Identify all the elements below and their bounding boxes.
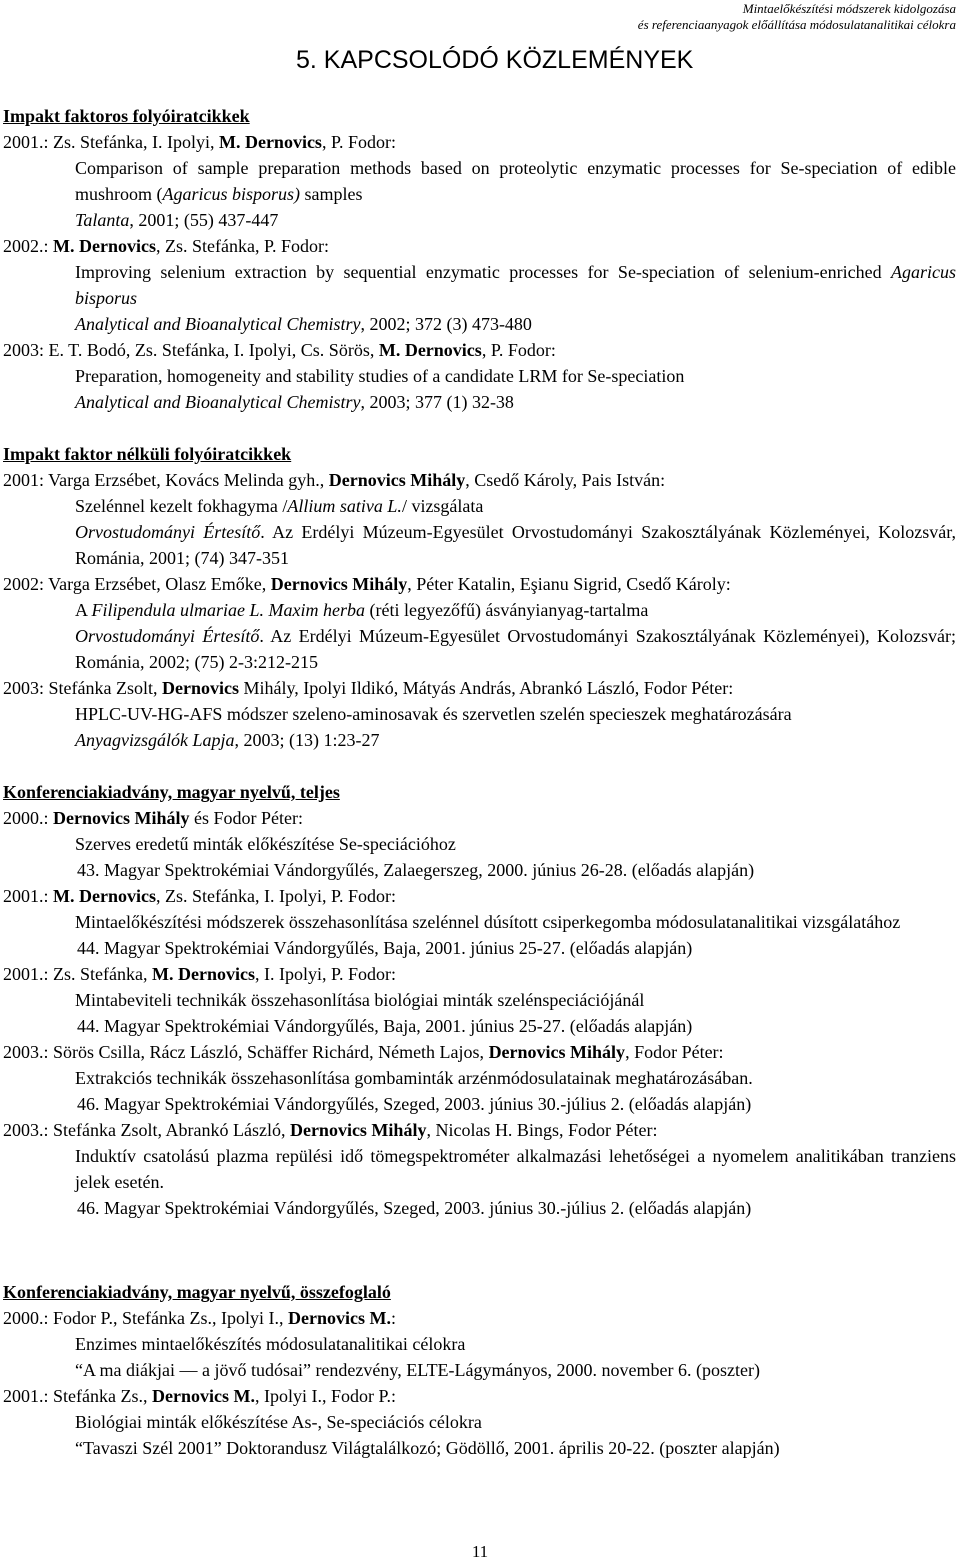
entry-source (0, 519, 960, 571)
text-run: Comparison of sample preparation methods based on proteolytic enzymatic processes for Se-speciation of edible mushroom ( (75, 158, 956, 204)
entry-title (0, 1065, 960, 1091)
text-run: és Fodor Péter: (189, 808, 303, 828)
text-run: 2003: Stefánka Zsolt, (3, 678, 162, 698)
entry-authors (0, 467, 960, 493)
text-run: 2002: Varga Erzsébet, Olasz Emőke, (3, 574, 271, 594)
entry-source (0, 935, 960, 961)
publication-entry (0, 337, 960, 415)
entry-authors (0, 883, 960, 909)
section-heading: Konferenciakiadvány, magyar nyelvű, összefoglaló (3, 1282, 391, 1302)
publication-entry (0, 1039, 960, 1117)
text-run: Enzimes mintaelőkészítés módosulatanalitikai célokra (75, 1334, 466, 1354)
text-run: / vizsgálata (401, 496, 484, 516)
text-run: Mintabeviteli technikák összehasonlítása biológiai minták szelénspeciációjánál (75, 990, 645, 1010)
text-run: Biológiai minták előkészítése As-, Se-speciációs célokra (75, 1412, 482, 1432)
running-header-line-1: Mintaelőkészítési módszerek kidolgozása (742, 1, 956, 16)
section-heading: Impakt faktor nélküli folyóiratcikkek (3, 444, 292, 464)
entry-title (0, 1331, 960, 1357)
publication-entry (0, 233, 960, 337)
section-spacer (0, 1221, 960, 1279)
author-highlight: Dernovics M. (151, 1386, 255, 1406)
entry-authors (0, 961, 960, 987)
entry-title (0, 909, 960, 935)
entry-authors (0, 675, 960, 701)
italic-text: Anyagvizsgálók Lapja (75, 730, 235, 750)
entry-source (0, 1195, 960, 1221)
author-highlight: Dernovics Mihály (289, 1120, 427, 1140)
text-run: , Zs. Stefánka, P. Fodor: (156, 236, 329, 256)
text-run: , P. Fodor: (481, 340, 556, 360)
text-run: , Péter Katalin, Eşianu Sigrid, Csedő Károly: (407, 574, 731, 594)
text-run: , Nicolas H. Bings, Fodor Péter: (426, 1120, 658, 1140)
entry-title (0, 363, 960, 389)
text-run: 46. Magyar Spektrokémiai Vándorgyűlés, Szeged, 2003. június 30.-július 2. (előadás alapján) (77, 1094, 752, 1114)
entry-title (0, 1409, 960, 1435)
author-highlight: M. Dernovics (53, 236, 156, 256)
italic-text: Orvostudományi Értesítő (75, 626, 260, 646)
text-run: : (390, 1308, 396, 1328)
italic-text: Filipendula ulmariae L. Maxim herba (91, 600, 365, 620)
text-run: Mintaelőkészítési módszerek összehasonlítása szelénnel dúsított csiperkegomba módosulatanalitikai vizsgálatához (75, 912, 901, 932)
text-run: “A ma diákjai — a jövő tudósai” rendezvény, ELTE-Lágymányos, 2000. november 6. (poszter) (75, 1360, 760, 1380)
entry-source (0, 1013, 960, 1039)
text-run: 2001.: (3, 886, 54, 906)
entry-authors (0, 805, 960, 831)
author-highlight: Dernovics (161, 678, 239, 698)
entry-title (0, 259, 960, 311)
entry-authors (0, 233, 960, 259)
text-run: Szerves eredetű minták előkészítése Se-speciációhoz (75, 834, 456, 854)
entry-authors (0, 571, 960, 597)
text-run: HPLC-UV-HG-AFS módszer szeleno-aminosavak és szervetlen szelén specieszek meghatározására (75, 704, 792, 724)
author-highlight: M. Dernovics (151, 964, 255, 984)
text-run: , Csedő Károly, Pais István: (465, 470, 666, 490)
section-heading: Konferenciakiadvány, magyar nyelvű, teljes (3, 782, 340, 802)
text-run: 2001.: Zs. Stefánka, (3, 964, 152, 984)
entry-authors (0, 1117, 960, 1143)
publication-entry (0, 675, 960, 753)
entry-authors (0, 1305, 960, 1331)
author-highlight: Dernovics M. (288, 1308, 391, 1328)
text-run: . Az Erdélyi Múzeum-Egyesület Orvostudományi Szakosztályának Közleményei), Kolozsvár; Románia, 2002; (75) 2-3:212-215 (75, 626, 956, 672)
text-run: , P. Fodor: (321, 132, 396, 152)
publication-entry (0, 883, 960, 961)
entry-authors (0, 1383, 960, 1409)
entry-title (0, 597, 960, 623)
section-spacer (0, 415, 960, 441)
text-run: “Tavaszi Szél 2001” Doktorandusz Világtalálkozó; Gödöllő, 2001. április 20-22. (poszter alapján) (75, 1438, 780, 1458)
italic-text: Agaricus bisporus) (162, 184, 301, 204)
entry-source (0, 1435, 960, 1461)
running-header-line-2: és referenciaanyagok előállítása módosulatanalitikai célokra (637, 17, 956, 32)
text-run: , 2003; 377 (1) 32-38 (360, 392, 514, 412)
text-run: Induktív csatolású plazma repülési idő tömegspektrométer alkalmazási lehetőségei a nyomelem analitikában tranziens jelek esetén. (75, 1146, 956, 1192)
section-spacer (0, 753, 960, 779)
entry-title (0, 831, 960, 857)
entry-title (0, 987, 960, 1013)
publication-entry (0, 467, 960, 571)
entry-source (0, 1357, 960, 1383)
author-highlight: Dernovics Mihály (270, 574, 408, 594)
text-run: A (75, 600, 92, 620)
publication-entry (0, 129, 960, 233)
text-run: , Zs. Stefánka, I. Ipolyi, P. Fodor: (156, 886, 396, 906)
entry-authors (0, 129, 960, 155)
text-run: , Ipolyi I., Fodor P.: (254, 1386, 396, 1406)
entry-authors (0, 1039, 960, 1065)
publication-list (0, 103, 960, 1461)
text-run: 2003: E. T. Bodó, Zs. Stefánka, I. Ipolyi, Cs. Sörös, (3, 340, 379, 360)
text-run: 2001: Varga Erzsébet, Kovács Melinda gyh., (3, 470, 329, 490)
page-number: 11 (471, 1542, 489, 1561)
publication-entry (0, 571, 960, 675)
author-highlight: Dernovics Mihály (328, 470, 466, 490)
text-run: 44. Magyar Spektrokémiai Vándorgyűlés, Baja, 2001. június 25-27. (előadás alapján) (77, 1016, 693, 1036)
entry-title (0, 493, 960, 519)
text-run: . Az Erdélyi Múzeum-Egyesület Orvostudományi Szakosztályának Közleményei, Kolozsvár, Románia, 2001; (74) 347-351 (75, 522, 956, 568)
entry-source (0, 311, 960, 337)
italic-text: Talanta (75, 210, 130, 230)
section-heading: Impakt faktoros folyóiratcikkek (3, 106, 250, 126)
text-run: , 2003; (13) 1:23-27 (234, 730, 380, 750)
entry-source (0, 1091, 960, 1117)
publication-entry (0, 1305, 960, 1383)
text-run: 2003.: Stefánka Zsolt, Abrankó László, (3, 1120, 290, 1140)
text-run: 46. Magyar Spektrokémiai Vándorgyűlés, Szeged, 2003. június 30.-július 2. (előadás alapján) (77, 1198, 752, 1218)
text-run: Mihály, Ipolyi Ildikó, Mátyás András, Abrankó László, Fodor Péter: (238, 678, 734, 698)
italic-text: Allium sativa L. (287, 496, 402, 516)
running-header (638, 1, 956, 33)
text-run: 2002.: (3, 236, 54, 256)
text-run: (réti legyezőfű) ásványianyag-tartalma (365, 600, 649, 620)
entry-authors (0, 337, 960, 363)
italic-text: Orvostudományi Értesítő (75, 522, 261, 542)
text-run: , 2002; 372 (3) 473-480 (360, 314, 532, 334)
author-highlight: M. Dernovics (53, 886, 156, 906)
author-highlight: M. Dernovics (218, 132, 322, 152)
text-run: , Fodor Péter: (625, 1042, 724, 1062)
text-run: samples (300, 184, 363, 204)
entry-source (0, 727, 960, 753)
text-run: Szelénnel kezelt fokhagyma / (75, 496, 288, 516)
chapter-title: 5. KAPCSOLÓDÓ KÖZLEMÉNYEK (296, 46, 694, 74)
publication-entry (0, 1117, 960, 1221)
publication-entry (0, 805, 960, 883)
author-highlight: Dernovics Mihály (53, 808, 190, 828)
text-run: 2001.: Zs. Stefánka, I. Ipolyi, (3, 132, 219, 152)
publication-entry (0, 961, 960, 1039)
entry-title (0, 1143, 960, 1195)
publication-entry (0, 1383, 960, 1461)
text-run: 2003.: Sörös Csilla, Rácz László, Schäffer Richárd, Németh Lajos, (3, 1042, 489, 1062)
entry-source (0, 207, 960, 233)
author-highlight: Dernovics Mihály (488, 1042, 626, 1062)
text-run: Improving selenium extraction by sequential enzymatic processes for Se-speciation of selenium-enriched (75, 262, 891, 282)
text-run: Preparation, homogeneity and stability studies of a candidate LRM for Se-speciation (75, 366, 685, 386)
text-run: 2000.: Fodor P., Stefánka Zs., Ipolyi I., (3, 1308, 288, 1328)
text-run: 2001.: Stefánka Zs., (3, 1386, 152, 1406)
entry-source (0, 857, 960, 883)
author-highlight: M. Dernovics (378, 340, 482, 360)
entry-title (0, 155, 960, 207)
text-run: , I. Ipolyi, P. Fodor: (254, 964, 396, 984)
text-run: 2000.: (3, 808, 54, 828)
text-run: 44. Magyar Spektrokémiai Vándorgyűlés, Baja, 2001. június 25-27. (előadás alapján) (77, 938, 693, 958)
italic-text: Analytical and Bioanalytical Chemistry (75, 392, 361, 412)
entry-source (0, 623, 960, 675)
text-run: Extrakciós technikák összehasonlítása gombaminták arzénmódosulatainak meghatározásában. (75, 1068, 753, 1088)
italic-text: Analytical and Bioanalytical Chemistry (75, 314, 361, 334)
text-run: , 2001; (55) 437-447 (129, 210, 279, 230)
text-run: 43. Magyar Spektrokémiai Vándorgyűlés, Zalaegerszeg, 2000. június 26-28. (előadás alapján) (77, 860, 755, 880)
entry-source (0, 389, 960, 415)
italic-text: Agaricus bisporus (75, 262, 956, 308)
entry-title (0, 701, 960, 727)
